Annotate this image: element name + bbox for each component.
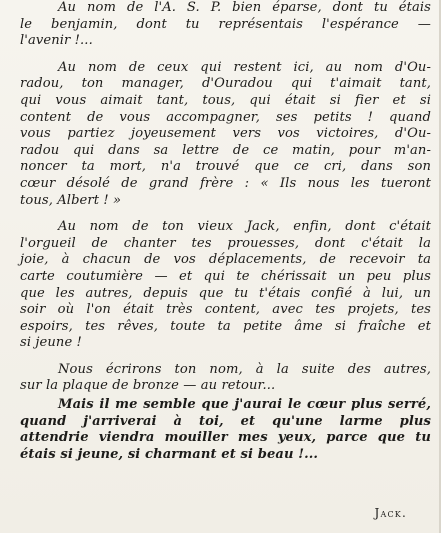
text-line: cœur désolé de grand frère : « Ils nous les tueront	[20, 175, 431, 191]
text-line: Nous écrirons ton nom, à la suite des autres,	[58, 361, 431, 377]
text-line: quand j'arriverai à toi, et qu'une larme plus	[20, 413, 431, 429]
text-line: vous partiez joyeusement vers vos victoires, d'Ou-	[20, 126, 431, 142]
text-line: que les autres, depuis que tu t'étais confié à lui, un	[20, 285, 431, 301]
text-line: joie, à chacun de vos déplacements, de recevoir ta	[20, 252, 431, 268]
text-line: attendrie viendra mouiller mes yeux, parce que tu	[20, 430, 431, 446]
text-line: Au nom de l'A. S. P. bien éparse, dont tu étais	[58, 0, 431, 15]
paragraph-3	[20, 219, 431, 352]
text-line: Au nom de ton vieux Jack, enfin, dont c'était	[58, 219, 431, 235]
text-line: qui vous aimait tant, tous, qui était si fier et si	[20, 92, 431, 108]
text-line: Mais il me semble que j'aurai le cœur plus serré,	[58, 397, 431, 413]
text-line: étais si jeune, si charmant et si beau !...	[20, 446, 319, 462]
paragraph-gap	[20, 352, 431, 362]
signature: Jack.	[374, 506, 407, 520]
text-line: si jeune !	[20, 335, 82, 351]
paragraph-2	[20, 60, 431, 209]
text-line: soir où l'on était très content, avec tes projets, tes	[20, 302, 431, 318]
paragraph-5	[20, 397, 431, 463]
text-line: Au nom de ceux qui restent ici, au nom d'Ou-	[58, 59, 431, 75]
text-line: noncer ta mort, n'a trouvé que ce cri, dans son	[20, 159, 431, 175]
text-line: content de vous accompagner, ses petits ! quand	[20, 109, 431, 125]
paragraph-gap	[20, 50, 431, 60]
text-line: radou, ton manager, d'Ouradou qui t'aimait tant,	[20, 76, 431, 92]
paragraph-4	[20, 362, 431, 395]
text-line: l'orgueil de chanter tes prouesses, dont c'était la	[20, 235, 431, 251]
text-line: l'avenir !...	[20, 33, 93, 49]
text-line: radou qui dans sa lettre de ce matin, pour m'an-	[20, 142, 431, 158]
paragraph-1	[20, 0, 431, 50]
article-text	[20, 0, 431, 463]
text-line: tous, Albert ! »	[20, 192, 122, 208]
text-line: sur la plaque de bronze — au retour...	[20, 378, 276, 394]
text-line: carte coutumière — et qui te chérissait un peu plus	[20, 268, 431, 284]
text-line: le benjamin, dont tu représentais l'espérance —	[20, 16, 431, 32]
paragraph-gap	[20, 209, 431, 219]
text-line: espoirs, tes rêves, toute ta petite âme si fraîche et	[20, 318, 431, 334]
